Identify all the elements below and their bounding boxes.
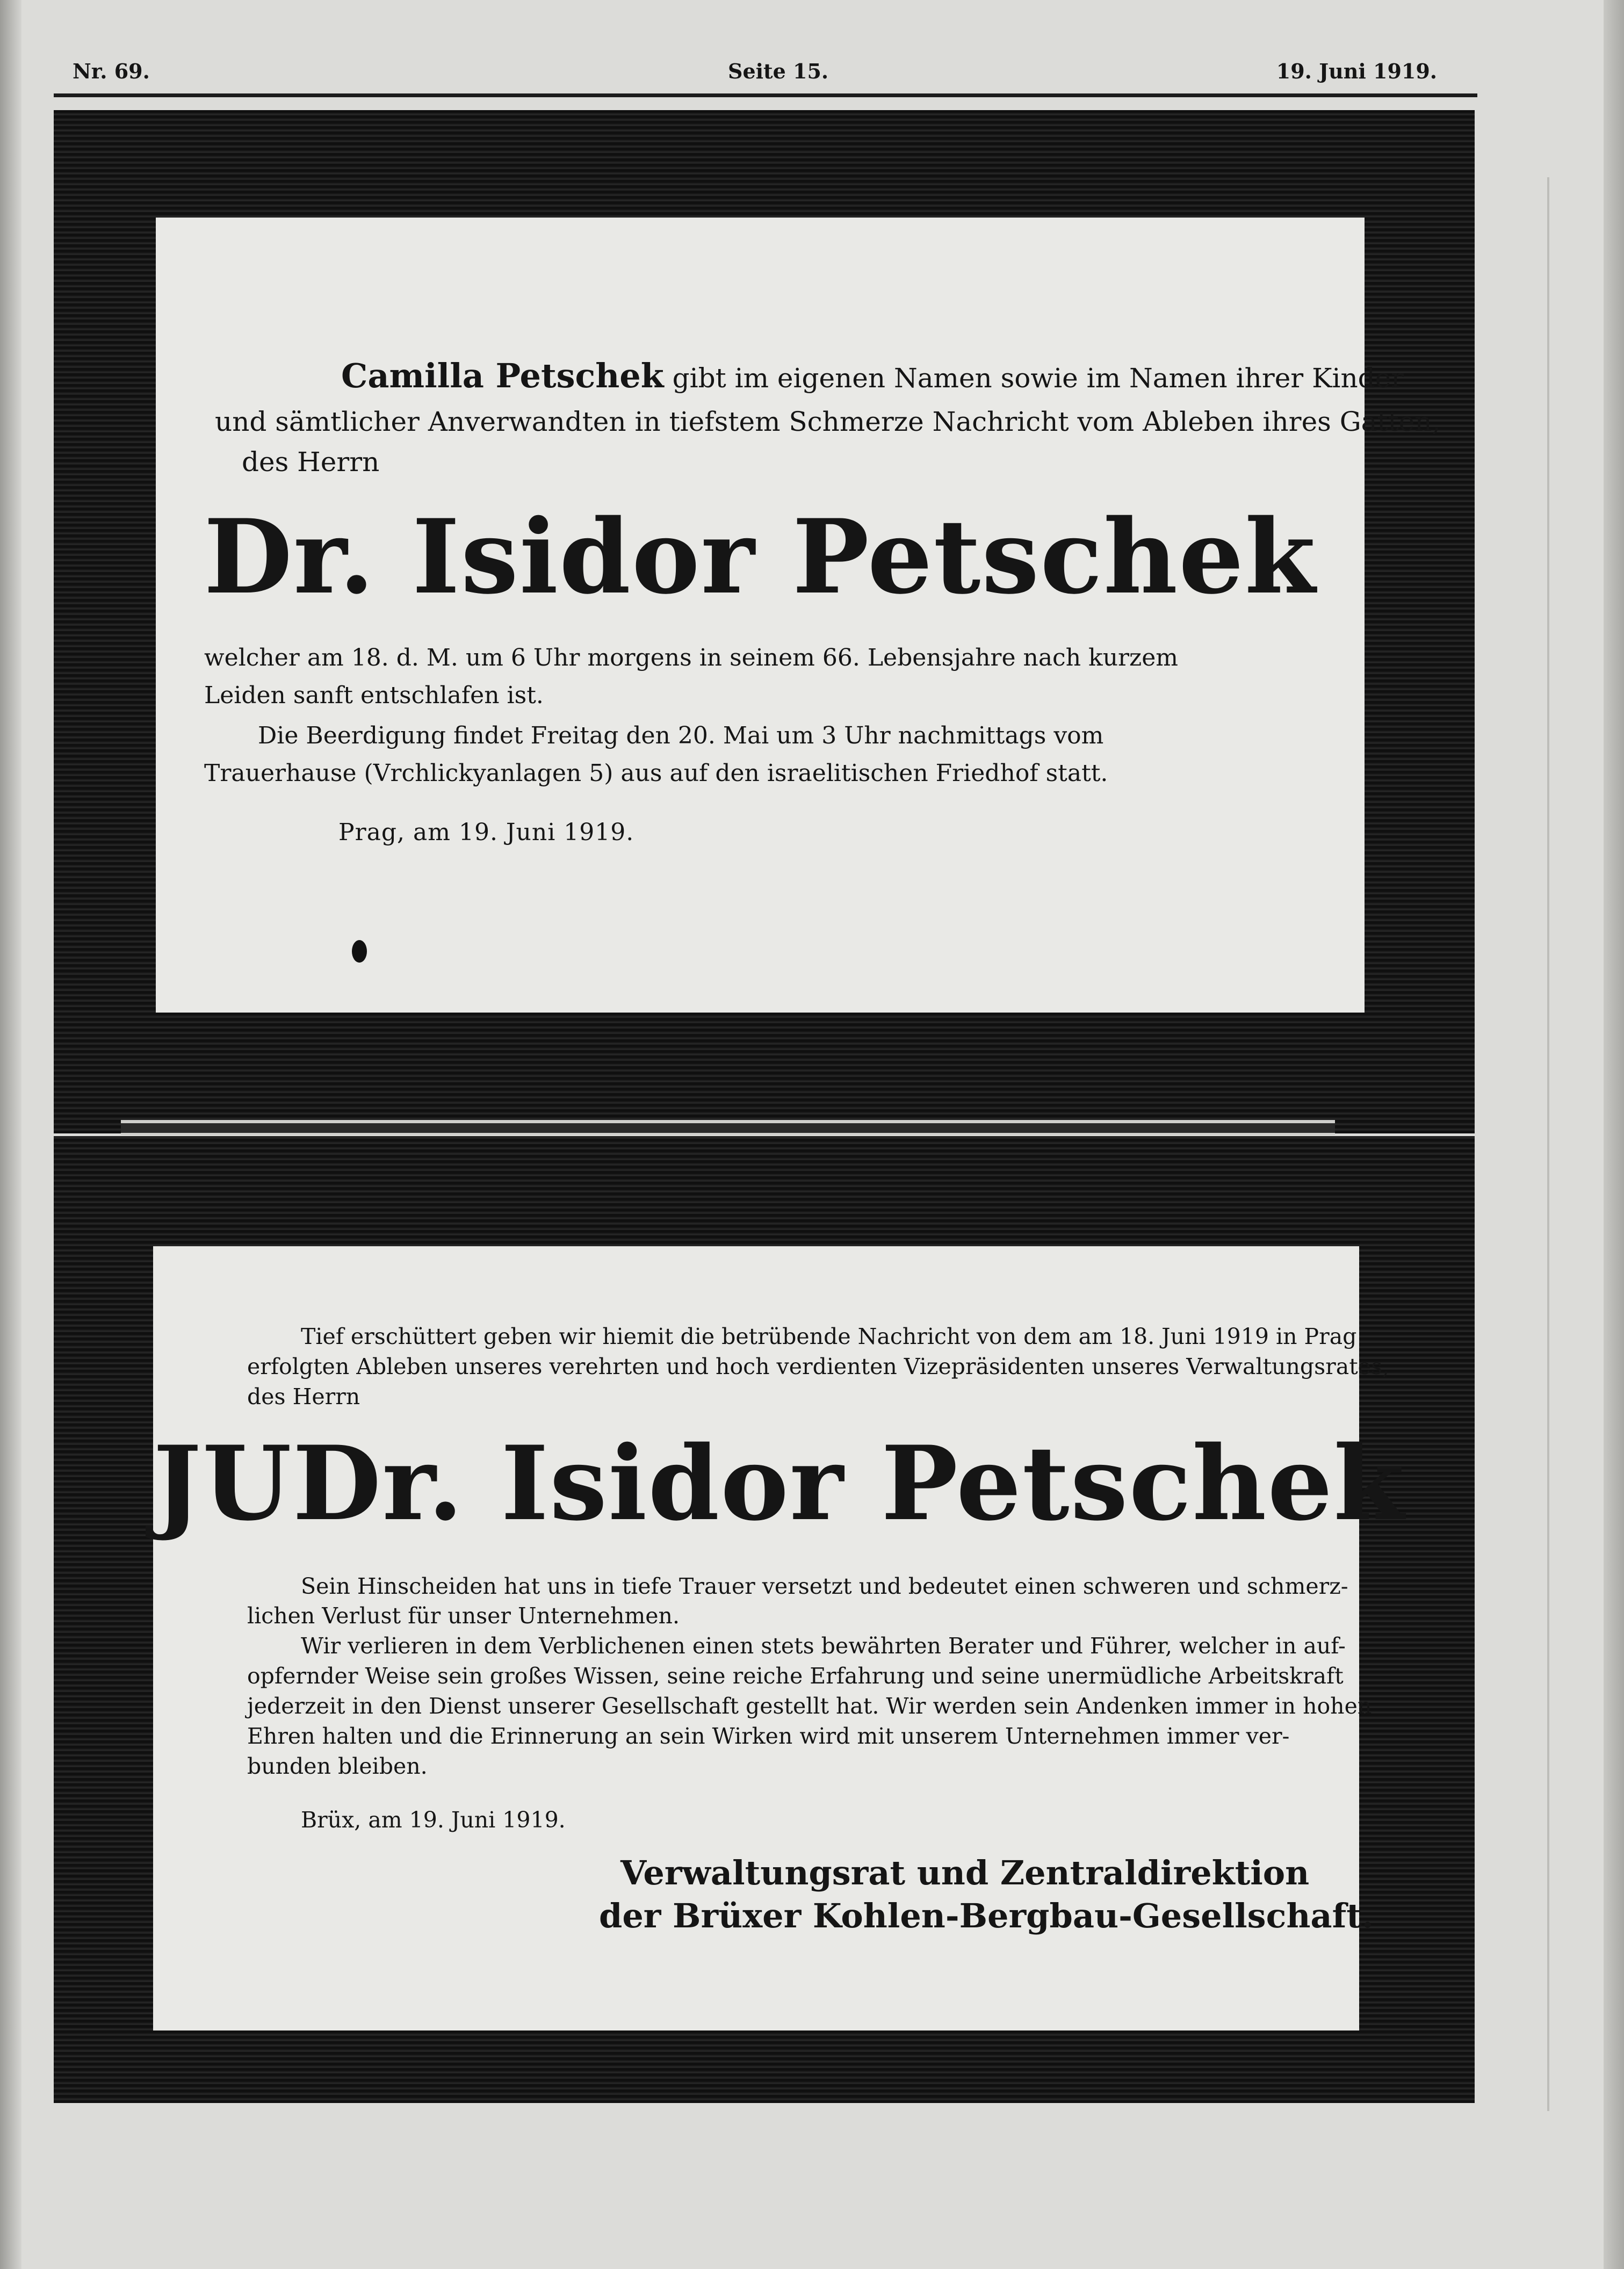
deceased-name: Dr. Isidor Petschek <box>204 497 1317 617</box>
notice-line: und sämtlicher Anverwandten in tiefstem Schmerze Nachricht vom Ableben ihres Gatten, <box>215 406 1441 437</box>
place-and-date: Brüx, am 19. Juni 1919. <box>301 1807 566 1833</box>
notice-line: Sein Hinscheiden hat uns in tiefe Trauer versetzt und bedeutet einen schweren und schmerz- <box>301 1573 1348 1599</box>
notice-line: welcher am 18. d. M. um 6 Uhr morgens in seinem 66. Lebensjahre nach kurzem <box>204 644 1179 671</box>
notice-line: Die Beerdigung findet Freitag den 20. Mai um 3 Uhr nachmittags vom <box>258 722 1104 749</box>
notice-line: Leiden sanft entschlafen ist. <box>204 682 544 709</box>
page-crease <box>1547 177 1549 2111</box>
notice-line: Trauerhause (Vrchlickyanlagen 5) aus auf den israelitischen Friedhof statt. <box>204 760 1108 787</box>
notice-line: opfernder Weise sein großes Wissen, seine reiche Erfahrung und seine unermüdliche Arbeitskraft <box>247 1663 1344 1689</box>
notice-line: jederzeit in den Dienst unserer Gesellschaft gestellt hat. Wir werden sein Andenken immer in hohen <box>247 1693 1372 1719</box>
header-rule <box>54 93 1477 97</box>
notice-line: des Herrn <box>242 446 380 478</box>
notice-line: Wir verlieren in dem Verblichenen einen stets bewährten Berater und Führer, welcher in auf- <box>301 1633 1346 1659</box>
obituary-notice-family <box>156 218 1441 1013</box>
notice-text: gibt im eigenen Namen sowie im Namen ihrer Kinder <box>672 363 1404 394</box>
page-number: Seite 15. <box>728 59 829 83</box>
notice-separator <box>121 1120 1335 1135</box>
obituary-notice-company <box>153 1246 1405 2030</box>
notice-line: Tief erschüttert geben wir hiemit die betrübende Nachricht von dem am 18. Juni 1919 in Prag <box>301 1324 1357 1349</box>
ink-blot <box>352 940 367 963</box>
page-fold-edge <box>1604 0 1624 2269</box>
page-header <box>56 59 1459 91</box>
notice-line: erfolgten Ableben unseres verehrten und hoch verdienten Vizepräsidenten unseres Verwaltungsrates, <box>247 1354 1390 1379</box>
issue-date: 19. Juni 1919. <box>1276 59 1437 83</box>
issue-number: Nr. 69. <box>73 59 150 83</box>
place-and-date: Prag, am 19. Juni 1919. <box>338 819 634 846</box>
signature-line: Verwaltungsrat und Zentraldirektion <box>620 1853 1310 1892</box>
signature-line: der Brüxer Kohlen-Bergbau-Gesellschaft. <box>599 1896 1374 1935</box>
notice-line: lichen Verlust für unser Unternehmen. <box>247 1603 680 1629</box>
page-gutter-shadow <box>0 0 21 2269</box>
notice-line: Ehren halten und die Erinnerung an sein Wirken wird mit unserem Unternehmen immer ver- <box>247 1723 1290 1749</box>
notice-line: bunden bleiben. <box>247 1753 428 1779</box>
notice-line <box>341 355 1404 400</box>
widow-name: Camilla Petschek <box>341 356 664 395</box>
deceased-name: JUDr. Isidor Petschek <box>153 1423 1405 1543</box>
notice-line: des Herrn <box>247 1384 360 1410</box>
